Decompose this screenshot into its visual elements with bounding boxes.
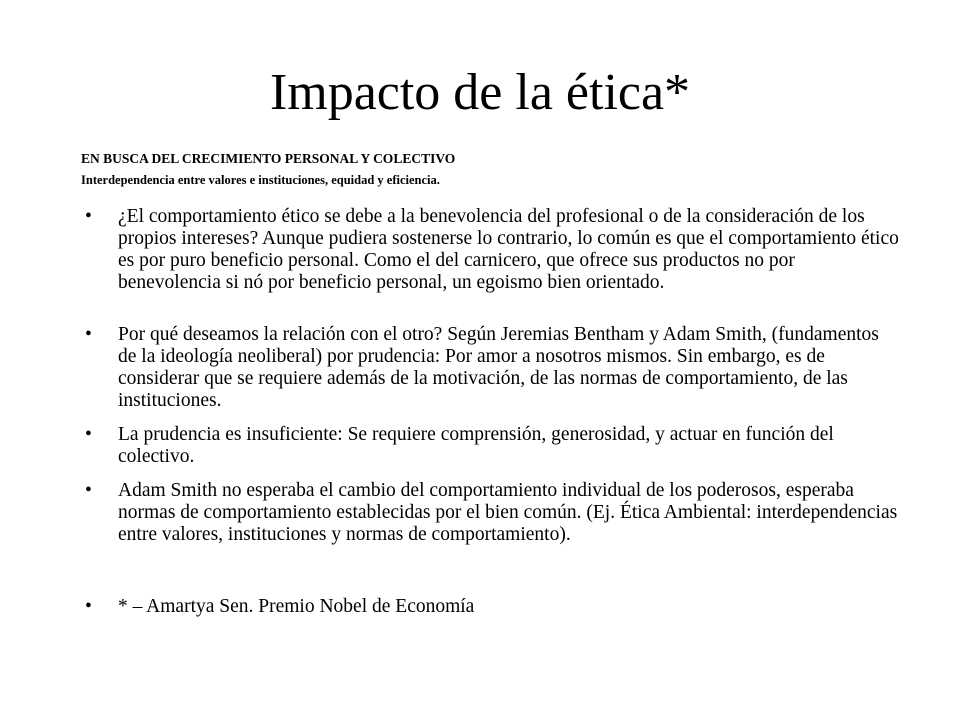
bullet-list [81,206,901,618]
subheading-growth: EN BUSCA DEL CRECIMIENTO PERSONAL Y COLECTIVO [81,151,456,166]
bullet-text: Por qué deseamos la relación con el otro? Según Jeremias Bentham y Adam Smith, (fundamentos de la ideología neoliberal) por prudencia: Por amor a nosotros mismos. Sin embargo, es de considerar que se requiere además de la motivación, de las normas de comportamiento, de las instituciones. [118,324,879,411]
bullet-item-relationship [81,324,901,412]
bullet-item-ethical-behavior [81,206,901,294]
bullet-text: La prudencia es insuficiente: Se requiere comprensión, generosidad, y actuar en función del colectivo. [118,424,834,467]
bullet-marker: • [85,206,92,227]
bullet-item-prudence [81,424,901,468]
bullet-text: Adam Smith no esperaba el cambio del comportamiento individual de los poderosos, esperaba normas de comportamiento establecidas por el bien común. (Ej. Ética Ambiental: interdependencias entre valores, instituciones y normas de comportamiento). [118,480,898,545]
subheading-interdependence: Interdependencia entre valores e instituciones, equidad y eficiencia. [81,173,440,187]
bullet-marker: • [85,596,92,617]
bullet-text: ¿El comportamiento ético se debe a la benevolencia del profesional o de la consideración de los propios intereses? Aunque pudiera sostenerse lo contrario, lo común es que el comportamiento ético es por puro beneficio personal. Como el del carnicero, que ofrece sus productos no por benevolencia si nó por beneficio personal, un egoismo bien orientado. [118,206,899,293]
bullet-marker: • [85,324,92,345]
bullet-marker: • [85,480,92,501]
bullet-item-adam-smith [81,480,901,546]
bullet-text: * – Amartya Sen. Premio Nobel de Economía [118,596,475,617]
bullet-marker: • [85,424,92,445]
slide-title: Impacto de la ética* [269,64,691,121]
bullet-item-footnote [81,596,901,618]
